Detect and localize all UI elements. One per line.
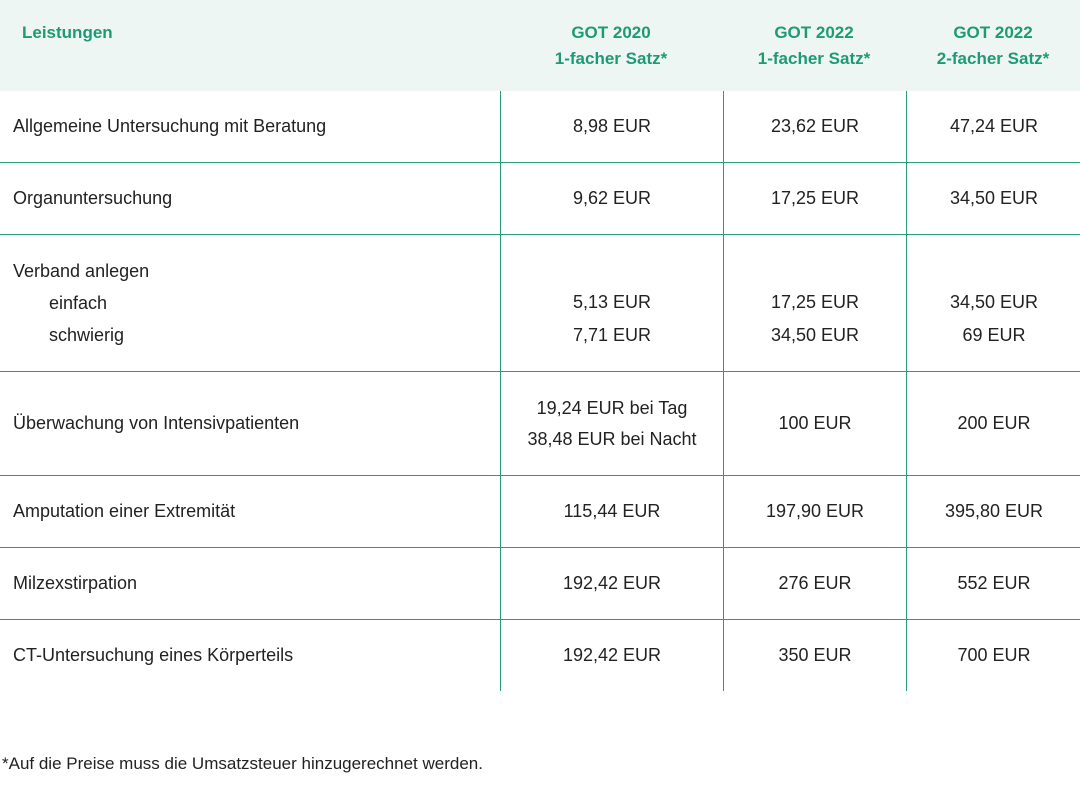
header-got-2020-1fach: GOT 2020 1-facher Satz* bbox=[554, 23, 668, 68]
value-got2022-1fach: 17,25 EUR bbox=[723, 163, 906, 234]
value-got2020: 19,24 EUR bei Tag 38,48 EUR bei Nacht bbox=[500, 372, 723, 475]
value-got2022-2fach: 200 EUR bbox=[906, 372, 1080, 475]
value-got2022-2fach: 700 EUR bbox=[906, 620, 1080, 691]
value-got2022-1fach: 197,90 EUR bbox=[723, 476, 906, 547]
row-sublabel-einfach: einfach bbox=[49, 293, 108, 313]
value-got2020: 5,13 EUR 7,71 EUR bbox=[500, 235, 723, 371]
value-got2020: 8,98 EUR bbox=[500, 91, 723, 162]
value-got2022-1fach: 23,62 EUR bbox=[723, 91, 906, 162]
value-got2022-1fach: 350 EUR bbox=[723, 620, 906, 691]
footnote: *Auf die Preise muss die Umsatzsteuer hinzugerechnet werden. bbox=[2, 754, 483, 773]
value-got2022-1fach: 17,25 EUR 34,50 EUR bbox=[723, 235, 906, 371]
table-header bbox=[0, 0, 1080, 91]
value-got2020: 9,62 EUR bbox=[500, 163, 723, 234]
row-label-group bbox=[13, 235, 493, 371]
table-row bbox=[0, 548, 1080, 620]
value-got2022-2fach: 34,50 EUR 69 EUR bbox=[906, 235, 1080, 371]
table-row bbox=[0, 476, 1080, 548]
header-leistungen: Leistungen bbox=[22, 23, 113, 42]
row-label: Organuntersuchung bbox=[13, 188, 173, 208]
row-label: Verband anlegen bbox=[13, 261, 150, 281]
table-row bbox=[0, 163, 1080, 235]
table-row bbox=[0, 235, 1080, 372]
value-got2022-2fach: 552 EUR bbox=[906, 548, 1080, 619]
table-row bbox=[0, 91, 1080, 163]
value-got2020: 192,42 EUR bbox=[500, 548, 723, 619]
value-got2022-2fach: 47,24 EUR bbox=[906, 91, 1080, 162]
value-got2022-1fach: 276 EUR bbox=[723, 548, 906, 619]
table-row bbox=[0, 620, 1080, 691]
header-got-2022-2fach: GOT 2022 2-facher Satz* bbox=[936, 23, 1050, 68]
value-got2022-2fach: 34,50 EUR bbox=[906, 163, 1080, 234]
row-label: Amputation einer Extremität bbox=[13, 501, 236, 521]
row-label: Milzexstirpation bbox=[13, 573, 138, 593]
row-label: Allgemeine Untersuchung mit Beratung bbox=[13, 116, 327, 136]
value-got2020: 192,42 EUR bbox=[500, 620, 723, 691]
value-got2020: 115,44 EUR bbox=[500, 476, 723, 547]
row-sublabel-schwierig: schwierig bbox=[49, 325, 125, 345]
value-got2022-1fach: 100 EUR bbox=[723, 372, 906, 475]
row-label: Überwachung von Intensivpatienten bbox=[13, 413, 300, 433]
header-got-2022-1fach: GOT 2022 1-facher Satz* bbox=[757, 23, 871, 68]
row-label: CT-Untersuchung eines Körperteils bbox=[13, 645, 294, 665]
table-row bbox=[0, 372, 1080, 476]
value-got2022-2fach: 395,80 EUR bbox=[906, 476, 1080, 547]
